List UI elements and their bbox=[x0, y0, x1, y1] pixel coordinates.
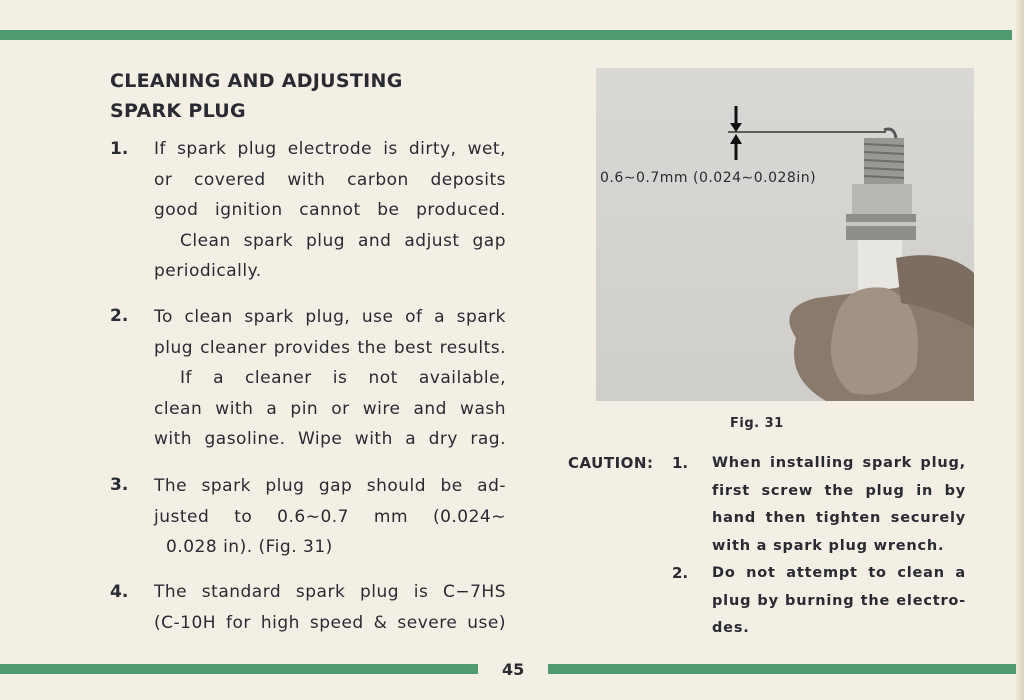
caution-1-number: 1. bbox=[672, 454, 689, 472]
step-3-number: 3. bbox=[110, 475, 129, 495]
caution-1-line: first screw the plug in by bbox=[712, 482, 966, 499]
caution-1-text bbox=[712, 450, 966, 560]
step-1-line: good ignition cannot be produced. bbox=[154, 200, 506, 221]
caution-1-line: hand then tighten securely bbox=[712, 510, 966, 526]
caution-label: CAUTION: bbox=[568, 454, 654, 472]
step-2-line: If a cleaner is not available, bbox=[180, 368, 506, 389]
spark-plug-illustration bbox=[596, 68, 974, 401]
step-1-line: periodically. bbox=[154, 261, 262, 282]
spark-plug-photo bbox=[596, 68, 974, 401]
step-2-line: clean with a pin or wire and wash bbox=[154, 398, 506, 419]
top-green-rule bbox=[0, 30, 1012, 40]
plug-hex bbox=[846, 214, 916, 240]
step-1-number: 1. bbox=[110, 139, 129, 159]
step-1-line: If spark plug electrode is dirty, wet, bbox=[154, 139, 506, 159]
caution-1-line: with a spark plug wrench. bbox=[712, 537, 945, 554]
caution-2-line: Do not attempt to clean a bbox=[712, 565, 966, 581]
step-2-line: To clean spark plug, use of a spark bbox=[154, 307, 506, 327]
step-4-number: 4. bbox=[110, 582, 129, 602]
step-4-line: The standard spark plug is C−7HS bbox=[154, 582, 506, 602]
step-1-line: or covered with carbon deposits bbox=[154, 169, 506, 190]
step-1-text bbox=[154, 134, 506, 287]
caution-1-line: When installing spark plug, bbox=[712, 455, 966, 471]
section-title-line-2: SPARK PLUG bbox=[110, 100, 246, 122]
caution-2-line: des. bbox=[712, 620, 750, 636]
caution-2-text bbox=[712, 560, 966, 643]
bottom-green-rule-right bbox=[548, 664, 1016, 674]
gap-measurement-label: 0.6∼0.7mm (0.024∼0.028in) bbox=[600, 170, 817, 186]
step-4-text bbox=[154, 577, 506, 638]
step-2-line: plug cleaner provides the best results. bbox=[154, 337, 506, 358]
step-2-line: with gasoline. Wipe with a dry rag. bbox=[154, 429, 506, 450]
step-4-line: (C-10H for high speed & severe use) bbox=[154, 612, 506, 633]
page-number: 45 bbox=[502, 660, 525, 679]
figure-caption: Fig. 31 bbox=[730, 416, 784, 431]
page-edge-shadow bbox=[1016, 0, 1024, 700]
section-title-line-1: CLEANING AND ADJUSTING bbox=[110, 70, 403, 92]
step-3-line: justed to 0.6∼0.7 mm (0.024∼ bbox=[154, 506, 506, 527]
step-1-line: Clean spark plug and adjust gap bbox=[180, 230, 506, 251]
step-3-line: 0.028 in). (Fig. 31) bbox=[166, 537, 333, 558]
step-2-number: 2. bbox=[110, 306, 129, 326]
section-title bbox=[110, 66, 403, 126]
caution-2-line: plug by burning the electro- bbox=[712, 592, 966, 609]
step-2-text bbox=[154, 302, 506, 455]
ground-electrode bbox=[884, 129, 896, 138]
step-3-text bbox=[154, 471, 506, 563]
plug-shell bbox=[852, 184, 912, 214]
bottom-green-rule-left bbox=[0, 664, 478, 674]
caution-2-number: 2. bbox=[672, 564, 689, 582]
step-3-line: The spark plug gap should be ad- bbox=[154, 476, 506, 496]
